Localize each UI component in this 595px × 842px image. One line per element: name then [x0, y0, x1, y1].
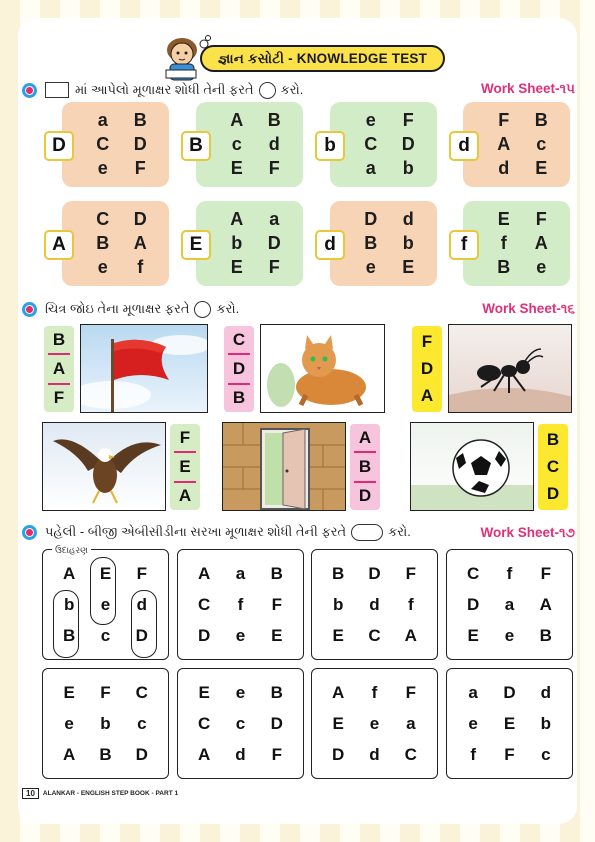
letter-option[interactable]: D: [135, 744, 148, 764]
letter-option[interactable]: F: [136, 563, 148, 583]
letter-option[interactable]: A: [534, 232, 548, 253]
letter-option[interactable]: B: [358, 456, 372, 476]
letter-option[interactable]: B: [96, 232, 110, 253]
letter-option[interactable]: C: [364, 133, 378, 154]
letter-option[interactable]: D: [232, 358, 246, 378]
letter-option[interactable]: E: [179, 456, 191, 476]
letter-option[interactable]: f: [407, 594, 414, 614]
letter-option[interactable]: b: [402, 158, 414, 179]
letter-option[interactable]: b: [332, 594, 344, 614]
letter-option[interactable]: d: [402, 208, 414, 229]
letter-option[interactable]: e: [100, 594, 111, 614]
letter-option[interactable]: d: [369, 744, 380, 764]
bullet-icon: [22, 83, 37, 98]
letter-option[interactable]: E: [271, 625, 283, 645]
letter-option[interactable]: F: [271, 744, 283, 764]
letter-option[interactable]: B: [534, 109, 548, 130]
letter-option[interactable]: C: [96, 208, 110, 229]
example-label: ઉદાહરણ: [52, 545, 91, 556]
letter-option[interactable]: D: [133, 208, 147, 229]
letter-option[interactable]: A: [198, 563, 211, 583]
letter-option[interactable]: A: [133, 232, 147, 253]
letter-option[interactable]: d: [498, 158, 510, 179]
letter-option[interactable]: e: [365, 109, 376, 130]
letter-option[interactable]: D: [368, 563, 381, 583]
section2-instruction-text: ચિત્ર જોઇ તેના મૂળાક્ષર ફરતે: [45, 301, 190, 316]
letter-option[interactable]: e: [235, 625, 246, 645]
letter-option[interactable]: E: [230, 158, 243, 179]
eagle-icon: [43, 423, 166, 511]
letter-option[interactable]: E: [230, 257, 243, 278]
letter-option[interactable]: A: [230, 208, 244, 229]
letter-option[interactable]: F: [498, 109, 510, 130]
letter-option[interactable]: f: [470, 744, 476, 764]
letter-option[interactable]: a: [504, 594, 515, 614]
letter-option[interactable]: f: [237, 594, 244, 614]
letter-option[interactable]: d: [136, 594, 148, 614]
letter-option[interactable]: F: [271, 594, 283, 614]
letter-option[interactable]: B: [546, 429, 560, 449]
ball-icon: [411, 423, 534, 511]
letter-option[interactable]: F: [179, 427, 191, 447]
letter-option[interactable]: A: [230, 109, 244, 130]
letter-option[interactable]: a: [269, 208, 280, 229]
letter-option[interactable]: E: [99, 563, 112, 583]
letter-option[interactable]: B: [99, 744, 112, 764]
bullet-icon: [22, 302, 37, 317]
letter-option[interactable]: e: [64, 713, 74, 733]
letter-box: [177, 549, 304, 660]
letter-option[interactable]: b: [63, 594, 75, 614]
worksheet-17: Work Sheet-૧૭: [480, 525, 575, 540]
door-icon: [223, 423, 346, 511]
letter-option[interactable]: F: [405, 682, 417, 702]
key-letter-box: D: [44, 131, 74, 161]
letter-option[interactable]: B: [232, 388, 246, 408]
letters-eagle: [170, 424, 200, 510]
letter-option[interactable]: D: [270, 713, 283, 733]
letter-option[interactable]: d: [369, 594, 380, 614]
letter-option[interactable]: c: [541, 744, 551, 764]
letter-option[interactable]: D: [267, 232, 281, 253]
letter-option[interactable]: e: [365, 257, 376, 278]
letter-option[interactable]: B: [267, 109, 281, 130]
letter-option[interactable]: A: [198, 744, 211, 764]
letter-box: [177, 668, 304, 779]
ant-icon: [449, 325, 572, 413]
key-letter-box: B: [181, 131, 211, 161]
letter-option[interactable]: b: [540, 713, 552, 733]
letter-option[interactable]: b: [402, 232, 414, 253]
letter-option[interactable]: F: [421, 331, 433, 351]
letter-option[interactable]: F: [100, 682, 111, 702]
letter-option[interactable]: A: [420, 386, 434, 406]
section1-instruction-end: કરો.: [280, 82, 304, 97]
section2-instruction-end: કરો.: [216, 301, 240, 316]
section1-instruction: [22, 80, 303, 100]
section3-instruction: [22, 522, 411, 542]
letter-option[interactable]: c: [137, 713, 147, 733]
letter-option[interactable]: B: [63, 625, 76, 645]
door-picture: [222, 422, 346, 511]
letter-option[interactable]: D: [364, 208, 378, 229]
letter-option[interactable]: D: [135, 625, 148, 645]
letter-option[interactable]: E: [198, 682, 210, 702]
letter-option[interactable]: c: [231, 133, 242, 154]
cat-icon: [261, 325, 385, 413]
letter-option[interactable]: D: [401, 133, 415, 154]
letter-option[interactable]: D: [332, 744, 345, 764]
letter-option[interactable]: C: [198, 713, 211, 733]
letter-box: [311, 549, 438, 660]
letter-option[interactable]: f: [137, 257, 144, 278]
letter-option[interactable]: F: [540, 563, 552, 583]
banner-english: - KNOWLEDGE TEST: [288, 51, 428, 66]
letter-option[interactable]: E: [535, 158, 548, 179]
section2-instruction: [22, 299, 239, 319]
letter-card: [196, 201, 303, 286]
letters-cat: [224, 326, 254, 412]
letter-option[interactable]: A: [404, 625, 417, 645]
letter-option[interactable]: D: [467, 594, 480, 614]
letter-option[interactable]: A: [63, 563, 76, 583]
letter-option[interactable]: E: [503, 713, 516, 733]
flag-picture: [80, 324, 208, 413]
letter-card: [62, 201, 169, 286]
letter-option[interactable]: E: [402, 257, 415, 278]
letter-option[interactable]: c: [536, 133, 547, 154]
circle-symbol: [194, 301, 211, 318]
banner-gujarati: જ્ઞાન કસોટી: [217, 50, 285, 66]
section1-instruction-text: માં આપેલો મૂળાક્ષર શોધી તેની ફરતે: [75, 82, 254, 97]
ant-picture: [448, 324, 572, 413]
letters-door: [350, 424, 380, 510]
letter-option[interactable]: B: [539, 625, 552, 645]
circle-symbol: [259, 82, 276, 99]
letter-option[interactable]: F: [402, 109, 414, 130]
letter-box: [42, 668, 169, 779]
letter-option[interactable]: A: [497, 133, 511, 154]
letter-option[interactable]: F: [504, 744, 515, 764]
letter-option[interactable]: A: [63, 744, 76, 764]
section3-instruction-text: પહેલી - બીજી એબીસીડીના સરખા મૂળાક્ષર શોધી તેની ફરતે: [45, 524, 347, 539]
letter-option[interactable]: D: [358, 486, 372, 506]
letter-option[interactable]: C: [198, 594, 211, 614]
flag-icon: [81, 325, 208, 413]
ball-picture: [410, 422, 534, 511]
letter-card: [330, 102, 437, 187]
key-letter-box: d: [449, 131, 479, 161]
example-oval-e: [90, 557, 116, 625]
key-letter-box: b: [315, 131, 345, 161]
square-symbol: [45, 82, 69, 98]
letter-option[interactable]: F: [405, 563, 417, 583]
letter-card: [463, 102, 570, 187]
letter-option[interactable]: a: [235, 563, 246, 583]
letter-option[interactable]: e: [97, 257, 108, 278]
letter-option[interactable]: f: [506, 563, 513, 583]
letter-option[interactable]: a: [365, 158, 376, 179]
letter-option[interactable]: F: [53, 388, 65, 408]
letter-option[interactable]: C: [467, 563, 480, 583]
letter-option[interactable]: d: [268, 133, 280, 154]
letter-option[interactable]: D: [503, 682, 516, 702]
letter-option[interactable]: B: [270, 563, 283, 583]
letter-option[interactable]: f: [371, 682, 378, 702]
letter-option[interactable]: C: [546, 456, 560, 476]
letter-option[interactable]: f: [500, 232, 507, 253]
letter-option[interactable]: D: [133, 133, 147, 154]
letter-card: [196, 102, 303, 187]
letter-option[interactable]: B: [52, 329, 66, 349]
letter-option[interactable]: A: [539, 594, 552, 614]
footer-text: ALANKAR - ENGLISH STEP BOOK - PART 1: [42, 790, 179, 797]
key-letter-box: A: [44, 230, 74, 260]
banner-title: [200, 45, 445, 72]
letter-option[interactable]: e: [369, 713, 380, 733]
letters-ball: [538, 424, 568, 510]
worksheet-16: Work Sheet-૧૬: [482, 301, 575, 316]
letter-option[interactable]: B: [364, 232, 378, 253]
letter-card: [463, 201, 570, 286]
letter-option[interactable]: b: [100, 713, 111, 733]
letter-card: [330, 201, 437, 286]
footer: [22, 788, 178, 799]
letter-option[interactable]: b: [231, 232, 243, 253]
example-oval-d: [131, 590, 157, 658]
letter-box: [446, 668, 573, 779]
letter-option[interactable]: d: [540, 682, 552, 702]
worksheet-15: Work Sheet-૧૫: [481, 81, 575, 96]
letter-card: [62, 102, 169, 187]
letter-option[interactable]: e: [235, 682, 246, 702]
letter-option[interactable]: A: [332, 682, 345, 702]
letter-option[interactable]: F: [134, 158, 146, 179]
letter-box: [311, 668, 438, 779]
letter-option[interactable]: e: [468, 713, 478, 733]
letter-option[interactable]: c: [235, 713, 246, 733]
letter-option[interactable]: A: [52, 358, 66, 378]
key-letter-box: E: [181, 230, 211, 260]
letter-option[interactable]: E: [467, 625, 479, 645]
key-letter-box: d: [315, 230, 345, 260]
letter-option[interactable]: C: [404, 744, 417, 764]
letter-option[interactable]: D: [546, 484, 560, 504]
key-letter-box: f: [449, 230, 479, 260]
letter-option[interactable]: A: [178, 486, 192, 506]
cat-picture: [260, 324, 385, 413]
letter-option[interactable]: E: [332, 713, 344, 733]
letter-option[interactable]: E: [63, 682, 75, 702]
letter-option[interactable]: E: [497, 208, 510, 229]
letter-option[interactable]: e: [504, 625, 515, 645]
letter-option[interactable]: D: [420, 358, 434, 378]
letter-option[interactable]: F: [268, 158, 280, 179]
bullet-icon: [22, 525, 37, 540]
page-number: 10: [22, 788, 39, 799]
letter-option[interactable]: A: [358, 427, 372, 447]
letter-option[interactable]: a: [97, 109, 108, 130]
letter-option[interactable]: F: [535, 208, 547, 229]
letter-option[interactable]: F: [268, 257, 280, 278]
letter-option[interactable]: B: [133, 109, 147, 130]
letter-option[interactable]: B: [497, 257, 511, 278]
letter-option[interactable]: a: [468, 682, 478, 702]
letter-option[interactable]: C: [96, 133, 110, 154]
letter-box: [446, 549, 573, 660]
letters-ant: [412, 326, 442, 412]
letter-option[interactable]: e: [97, 158, 108, 179]
letter-option[interactable]: E: [332, 625, 344, 645]
letter-option[interactable]: C: [232, 329, 246, 349]
section3-instruction-end: કરો.: [388, 524, 411, 539]
letter-option[interactable]: B: [270, 682, 283, 702]
letter-option[interactable]: e: [536, 257, 547, 278]
letter-option[interactable]: a: [406, 713, 416, 733]
letter-option[interactable]: c: [100, 625, 111, 645]
letters-flag: [44, 326, 74, 412]
letter-option[interactable]: D: [198, 625, 211, 645]
letter-option[interactable]: d: [235, 744, 246, 764]
oval-symbol: [351, 524, 383, 541]
letter-option[interactable]: C: [135, 682, 148, 702]
letter-option[interactable]: C: [368, 625, 381, 645]
eagle-picture: [42, 422, 166, 511]
title-banner: [160, 40, 445, 76]
letter-option[interactable]: B: [332, 563, 345, 583]
example-oval-b: [53, 590, 79, 658]
